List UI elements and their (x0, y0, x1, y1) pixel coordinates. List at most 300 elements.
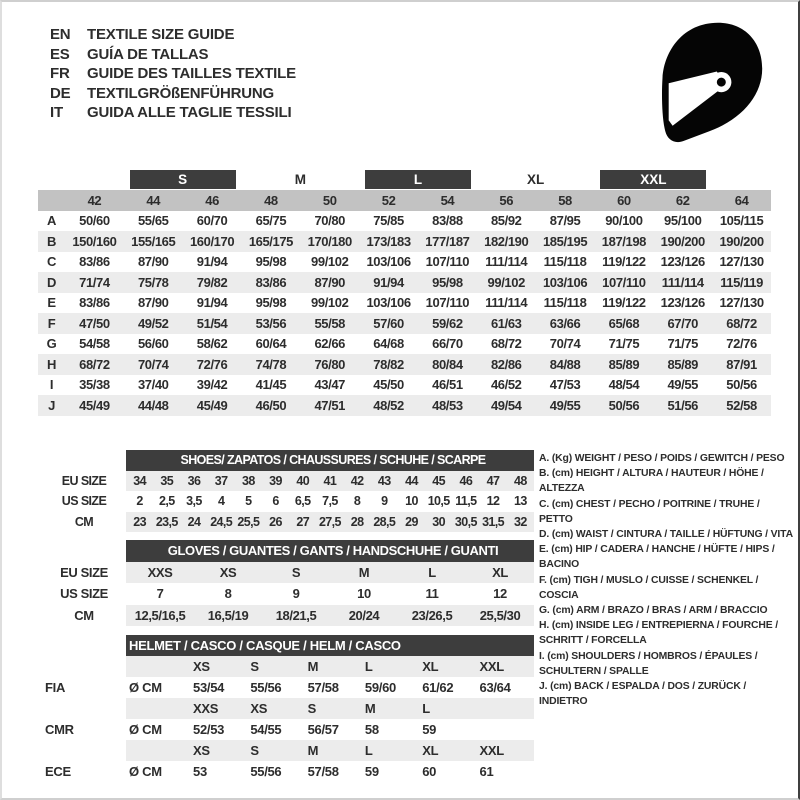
measure-value: 45/49 (65, 395, 124, 416)
measure-value: 170/180 (300, 231, 359, 252)
shoe-us-size: 3,5 (186, 494, 202, 509)
gloves-us-label: US SIZE (42, 583, 126, 605)
size-column-header: 64 (712, 190, 771, 211)
measure-value: 83/86 (242, 272, 301, 293)
measure-value: 95/100 (664, 213, 702, 229)
lang-line-en (50, 25, 296, 45)
lang-title: GUIDA ALLE TAGLIE TESSILI (87, 104, 292, 122)
shoe-eu-size: 47 (479, 471, 506, 492)
measure-value: 64/68 (373, 336, 404, 352)
measure-value: 68/72 (712, 313, 771, 334)
shoe-us-size: 9 (381, 494, 388, 509)
shoe-eu-size: 43 (371, 471, 398, 492)
measure-value: 182/190 (477, 231, 536, 252)
measure-value: 85/89 (594, 354, 653, 375)
measure-value: 107/110 (425, 254, 470, 270)
shoe-cm-size: 30 (425, 512, 452, 533)
measure-row-label: I (49, 377, 54, 393)
measure-value: 115/119 (712, 272, 771, 293)
measure-value: 49/55 (536, 395, 595, 416)
helmet-size-value: 59 (364, 764, 379, 779)
measure-value: 65/68 (594, 313, 653, 334)
measure-value: 55/58 (300, 313, 359, 334)
measure-value: 99/102 (311, 254, 349, 270)
measure-value: 91/94 (196, 254, 228, 270)
glove-eu-size: XXS (126, 562, 194, 584)
shoe-us-size: 2,5 (158, 494, 175, 509)
measure-value: 107/110 (425, 295, 470, 311)
helmet-size-label: XL (419, 740, 476, 761)
measure-value: 58/62 (196, 336, 228, 352)
helmet-size-label: S (247, 740, 304, 761)
measure-value: 83/86 (79, 254, 110, 270)
measure-row-e (38, 293, 771, 314)
shoe-eu-size: 41 (316, 471, 343, 492)
measure-value: 87/91 (712, 354, 771, 375)
glove-cm-size: 12,5/16,5 (126, 605, 194, 627)
size-columns-row (38, 190, 771, 211)
size-column-header: 48 (242, 190, 301, 211)
gloves-cm-label: CM (42, 605, 126, 627)
measure-row-label: D (38, 272, 65, 293)
measure-row-c (38, 252, 771, 273)
size-group-xl: XL (527, 171, 545, 187)
lang-line-es (50, 45, 296, 65)
measure-row-a (38, 211, 771, 232)
glove-cm-size: 18/21,5 (262, 605, 330, 627)
measure-row-g (38, 334, 771, 355)
shoe-us-size: 2 (136, 494, 143, 509)
helmet-fia-sizes-row (42, 656, 534, 677)
size-column-header: 58 (536, 190, 595, 211)
helmet-size-label: M (362, 698, 419, 719)
measure-value: 91/94 (196, 295, 228, 311)
helmet-size-label: L (362, 740, 419, 761)
legend-item-a: A. (Kg) WEIGHT / PESO / POIDS / GEWITCH / PESO (539, 453, 785, 464)
measure-value: 71/74 (65, 272, 124, 293)
shoes-size-table (42, 450, 534, 532)
measure-value: 111/114 (485, 254, 528, 270)
helmet-standard-cmr: CMR (42, 719, 126, 740)
measure-row-label: B (38, 231, 65, 252)
shoe-cm-size: 24 (180, 512, 207, 533)
measure-value: 111/114 (653, 272, 712, 293)
helmet-size-label: L (362, 656, 419, 677)
measure-row-label: A (47, 213, 56, 229)
measure-value: 46/51 (432, 377, 463, 393)
shoe-us-size: 11,5 (455, 494, 477, 509)
measure-value: 65/75 (255, 213, 287, 229)
legend-item-c: C. (cm) CHEST / PECHO / POITRINE / TRUHE / PETTO (539, 498, 760, 525)
measure-row-label: H (38, 354, 65, 375)
measure-value: 51/56 (653, 395, 712, 416)
glove-us-size: 8 (224, 586, 232, 602)
measure-value: 50/60 (79, 213, 110, 229)
glove-us-size: 12 (493, 586, 507, 602)
shoe-us-size: 10 (405, 494, 418, 509)
legend-item-e: E. (cm) HIP / CADERA / HANCHE / HÜFTE / HIPS / BACINO (539, 544, 775, 571)
helmet-size-value: 52/53 (193, 722, 225, 737)
measure-value: 87/90 (137, 254, 169, 270)
helmet-size-value: 53/54 (193, 680, 225, 695)
shoe-eu-size: 34 (126, 471, 153, 492)
shoes-title-bar: SHOES/ ZAPATOS / CHAUSSURES / SCHUHE / SCARPE (126, 450, 534, 471)
helmet-size-label: XXS (190, 698, 247, 719)
measure-value: 70/74 (124, 354, 183, 375)
measure-value: 150/160 (65, 231, 124, 252)
glove-eu-size: S (262, 562, 330, 584)
measure-value: 83/88 (432, 213, 463, 229)
shoe-us-size: 6 (272, 494, 279, 509)
lang-title: TEXTILGRÖßENFÜHRUNG (87, 84, 275, 102)
shoe-cm-size: 29 (398, 512, 425, 533)
shoe-eu-size: 35 (153, 471, 180, 492)
measure-row-h (38, 354, 771, 375)
measure-value: 60/70 (196, 213, 228, 229)
shoe-us-size: 10,5 (427, 494, 450, 509)
glove-us-size: 11 (425, 586, 439, 602)
shoe-cm-size: 24,5 (208, 512, 235, 533)
shoes-eu-label: EU SIZE (42, 471, 126, 492)
shoes-cm-label: CM (42, 512, 126, 533)
measure-value: 52/58 (712, 395, 771, 416)
measure-value: 127/130 (719, 254, 764, 270)
measure-value: 43/47 (314, 377, 346, 393)
helmet-size-value: 57/58 (307, 764, 339, 779)
shoe-cm-size: 32 (507, 512, 534, 533)
legend-item-b: B. (cm) HEIGHT / ALTURA / HAUTEUR / HÖHE / ALTEZZA (539, 468, 764, 495)
measure-value: 47/51 (300, 395, 359, 416)
helmet-title-row (42, 635, 534, 656)
shoes-us-label: US SIZE (42, 491, 126, 512)
glove-eu-size: XS (194, 562, 262, 584)
shoe-eu-size: 36 (180, 471, 207, 492)
measure-value: 48/52 (359, 395, 418, 416)
size-group-m: M (294, 171, 306, 187)
measure-value: 127/130 (719, 295, 764, 311)
shoe-us-size: 13 (513, 494, 527, 509)
glove-cm-size: 25,5/30 (466, 605, 534, 627)
measure-value: 91/94 (359, 272, 418, 293)
measure-value: 85/89 (653, 354, 712, 375)
measure-value: 46/50 (242, 395, 301, 416)
measure-value: 95/98 (255, 254, 287, 270)
measure-value: 160/170 (183, 231, 242, 252)
measure-value: 99/102 (477, 272, 536, 293)
shoe-eu-size: 42 (344, 471, 371, 492)
measure-row-label: E (47, 295, 56, 311)
measure-value: 105/115 (719, 213, 764, 229)
measure-value: 44/48 (124, 395, 183, 416)
legend-item-i: I. (cm) SHOULDERS / HOMBROS / ÉPAULES / SCHULTERN / SPALLE (539, 650, 758, 677)
gloves-eu-row (42, 562, 534, 584)
helmet-size-label: XXL (477, 740, 534, 761)
measure-value: 84/88 (536, 354, 595, 375)
measure-value: 47/50 (65, 313, 124, 334)
size-column-header: 52 (359, 190, 418, 211)
helmet-size-value: 63/64 (479, 680, 511, 695)
measure-value: 95/98 (418, 272, 477, 293)
size-column-header: 50 (300, 190, 359, 211)
legend-item-f: F. (cm) TIGH / MUSLO / CUISSE / SCHENKEL / COSCIA (539, 574, 759, 601)
size-column-header: 44 (124, 190, 183, 211)
lang-title: TEXTILE SIZE GUIDE (87, 26, 235, 44)
measure-value: 51/54 (183, 313, 242, 334)
shoe-eu-size: 40 (289, 471, 316, 492)
measure-value: 49/52 (124, 313, 183, 334)
gloves-title-row (42, 540, 534, 562)
helmet-size-table (42, 635, 534, 782)
shoes-us-row (42, 491, 534, 512)
glove-us-size: 10 (357, 586, 371, 602)
helmet-ece-sizes-row (42, 740, 534, 761)
shoe-us-size: 5 (245, 494, 252, 509)
helmet-size-value: 61/62 (422, 680, 454, 695)
measure-value: 62/66 (314, 336, 346, 352)
measure-value: 190/200 (712, 231, 771, 252)
gloves-cm-row (42, 605, 534, 627)
gloves-eu-label: EU SIZE (42, 562, 126, 584)
helmet-size-label: XS (247, 698, 304, 719)
measure-value: 80/84 (418, 354, 477, 375)
shoe-cm-size: 27,5 (316, 512, 343, 533)
measure-value: 103/106 (536, 272, 595, 293)
measure-value: 103/106 (366, 295, 411, 311)
helmet-size-label: L (419, 698, 476, 719)
helmet-size-value: 59/60 (364, 680, 396, 695)
lang-code: DE (50, 84, 71, 102)
measure-value: 63/66 (536, 313, 595, 334)
helmet-size-label: XL (419, 656, 476, 677)
shoe-cm-size: 23 (126, 512, 153, 533)
glove-eu-size: M (330, 562, 398, 584)
measure-value: 55/65 (137, 213, 169, 229)
measure-row-b (38, 231, 771, 252)
lang-line-de (50, 84, 296, 104)
shoe-eu-size: 48 (507, 471, 534, 492)
measure-value: 68/72 (65, 354, 124, 375)
helmet-standard-fia: FIA (42, 677, 126, 698)
measure-value: 59/62 (418, 313, 477, 334)
measure-row-f (38, 313, 771, 334)
gloves-size-table (42, 540, 534, 626)
helmet-unit: Ø CM (129, 680, 162, 695)
glove-cm-size: 16,5/19 (194, 605, 262, 627)
measure-value: 187/198 (594, 231, 653, 252)
size-column-header: 42 (65, 190, 124, 211)
legend-item-g: G. (cm) ARM / BRAZO / BRAS / ARM / BRACCIO (539, 605, 768, 617)
measure-value: 155/165 (124, 231, 183, 252)
gloves-title-bar: GLOVES / GUANTES / GANTS / HANDSCHUHE / GUANTI (126, 540, 534, 562)
measure-value: 83/86 (79, 295, 110, 311)
measure-row-d (38, 272, 771, 293)
measure-value: 48/54 (608, 377, 640, 393)
helmet-size-label (477, 698, 534, 719)
size-group-row (38, 169, 771, 190)
size-column-header: 56 (477, 190, 536, 211)
measure-value: 35/38 (79, 377, 110, 393)
shoe-us-size: 6,5 (294, 494, 311, 509)
measure-value: 78/82 (359, 354, 418, 375)
measure-value: 50/56 (726, 377, 757, 393)
helmet-size-label: S (247, 656, 304, 677)
legend-item-d: D. (cm) WAIST / CINTURA / TAILLE / HÜFTUNG / VITA (539, 529, 793, 541)
measure-value: 82/86 (477, 354, 536, 375)
shoe-eu-size: 39 (262, 471, 289, 492)
shoe-cm-size: 26 (262, 512, 289, 533)
size-column-header: 62 (653, 190, 712, 211)
helmet-size-value: 61 (479, 764, 494, 779)
measure-value: 61/63 (477, 313, 536, 334)
measure-row-label: F (38, 313, 65, 334)
size-column-header: 60 (594, 190, 653, 211)
measure-value: 41/45 (255, 377, 287, 393)
shoes-title-row (42, 450, 534, 471)
helmet-size-label: XS (190, 656, 247, 677)
measure-value: 39/42 (196, 377, 228, 393)
size-column-header: 54 (418, 190, 477, 211)
helmet-size-value: 54/55 (250, 722, 282, 737)
helmet-size-value: 60 (422, 764, 437, 779)
measure-value: 72/76 (183, 354, 242, 375)
size-column-header: 46 (183, 190, 242, 211)
measure-value: 119/122 (602, 254, 646, 270)
size-group-s: S (130, 170, 236, 189)
shoe-eu-size: 37 (208, 471, 235, 492)
shoe-eu-size: 38 (235, 471, 262, 492)
helmet-size-value: 56/57 (307, 722, 339, 737)
measure-value: 87/90 (300, 272, 359, 293)
measure-value: 47/53 (549, 377, 581, 393)
helmet-unit: Ø CM (129, 722, 162, 737)
shoe-cm-size: 28,5 (371, 512, 398, 533)
glove-eu-size: L (398, 562, 466, 584)
gloves-us-row (42, 583, 534, 605)
measure-row-label: J (38, 395, 65, 416)
glove-cm-size: 23/26,5 (398, 605, 466, 627)
helmet-standard-ece: ECE (42, 761, 126, 782)
shoe-us-size: 12 (486, 494, 500, 509)
shoe-us-size: 4 (217, 494, 225, 509)
lang-code: FR (50, 65, 70, 83)
measure-value: 56/60 (137, 336, 169, 352)
measure-value: 72/76 (726, 336, 757, 352)
shoes-cm-row (42, 512, 534, 533)
measure-value: 74/78 (242, 354, 301, 375)
measure-value: 45/49 (183, 395, 242, 416)
measure-value: 49/55 (667, 377, 698, 393)
measure-value: 185/195 (536, 231, 595, 252)
helmet-cmr-values-row (42, 719, 534, 740)
shoe-cm-size: 27 (289, 512, 316, 533)
measure-value: 173/183 (359, 231, 418, 252)
shoe-cm-size: 31,5 (479, 512, 506, 533)
measure-value: 165/175 (242, 231, 301, 252)
glove-us-size: 9 (292, 586, 300, 602)
shoe-eu-size: 45 (425, 471, 452, 492)
measure-value: 76/80 (300, 354, 359, 375)
measure-value: 75/85 (373, 213, 404, 229)
glove-eu-size: XL (466, 562, 534, 584)
size-group-l: L (365, 170, 471, 189)
lang-title: GUÍA DE TALLAS (87, 45, 209, 63)
helmet-size-label: XS (190, 740, 247, 761)
measure-row-i (38, 375, 771, 396)
measure-value: 45/50 (373, 377, 404, 393)
lang-code: IT (50, 104, 63, 122)
measure-value: 48/53 (418, 395, 477, 416)
measure-value: 103/106 (366, 254, 411, 270)
textile-size-table (38, 169, 771, 416)
measure-value: 85/92 (490, 213, 522, 229)
lang-line-fr (50, 64, 296, 84)
measure-value: 123/126 (660, 254, 705, 270)
helmet-size-label: XXL (477, 656, 534, 677)
glove-cm-size: 20/24 (330, 605, 398, 627)
shoes-eu-row (42, 471, 534, 492)
measure-value: 87/90 (137, 295, 169, 311)
shoe-cm-size: 28 (344, 512, 371, 533)
measure-value: 71/75 (667, 336, 698, 352)
helmet-size-value: 58 (364, 722, 379, 737)
glove-us-size: 7 (156, 586, 164, 602)
measure-row-label: C (47, 254, 56, 270)
measurement-legend (539, 451, 795, 709)
measure-value: 87/95 (549, 213, 581, 229)
measure-value: 123/126 (660, 295, 705, 311)
measure-value: 190/200 (653, 231, 712, 252)
shoe-us-size: 8 (353, 494, 361, 509)
helmet-size-label: S (305, 698, 362, 719)
shoe-cm-size: 30,5 (452, 512, 479, 533)
measure-value: 68/72 (490, 336, 522, 352)
helmet-icon (653, 19, 765, 143)
measure-row-label: G (46, 336, 57, 352)
measure-value: 95/98 (255, 295, 287, 311)
measure-value: 70/74 (549, 336, 581, 352)
helmet-size-value: 59 (422, 722, 437, 737)
measure-value: 66/70 (432, 336, 463, 352)
measure-value: 115/118 (543, 295, 587, 311)
helmet-size-value (477, 719, 534, 740)
helmet-unit: Ø CM (129, 764, 162, 779)
measure-value: 70/80 (314, 213, 346, 229)
measure-value: 111/114 (485, 295, 528, 311)
helmet-size-label: M (305, 740, 362, 761)
legend-item-h: H. (cm) INSIDE LEG / ENTREPIERNA / FOURCHE / SCHRITT / FORCELLA (539, 620, 778, 647)
helmet-ece-values-row (42, 761, 534, 782)
shoe-us-size: 7,5 (322, 494, 338, 509)
measure-value: 50/56 (594, 395, 653, 416)
helmet-size-value: 57/58 (307, 680, 339, 695)
language-title-block (50, 25, 296, 123)
lang-title: GUIDE DES TAILLES TEXTILE (87, 65, 296, 83)
helmet-size-value: 53 (193, 764, 207, 779)
helmet-cmr-sizes-row (42, 698, 534, 719)
helmet-size-label: M (305, 656, 362, 677)
measure-value: 54/58 (79, 336, 110, 352)
lang-code: ES (50, 45, 70, 63)
measure-value: 49/54 (477, 395, 536, 416)
lang-line-it (50, 103, 296, 123)
measure-value: 60/64 (255, 336, 287, 352)
size-group-xxl: XXL (600, 170, 706, 189)
shoe-cm-size: 25,5 (235, 512, 262, 533)
measure-value: 75/78 (124, 272, 183, 293)
lang-code: EN (50, 26, 71, 44)
measure-value: 37/40 (137, 377, 169, 393)
helmet-size-value: 55/56 (250, 764, 282, 779)
